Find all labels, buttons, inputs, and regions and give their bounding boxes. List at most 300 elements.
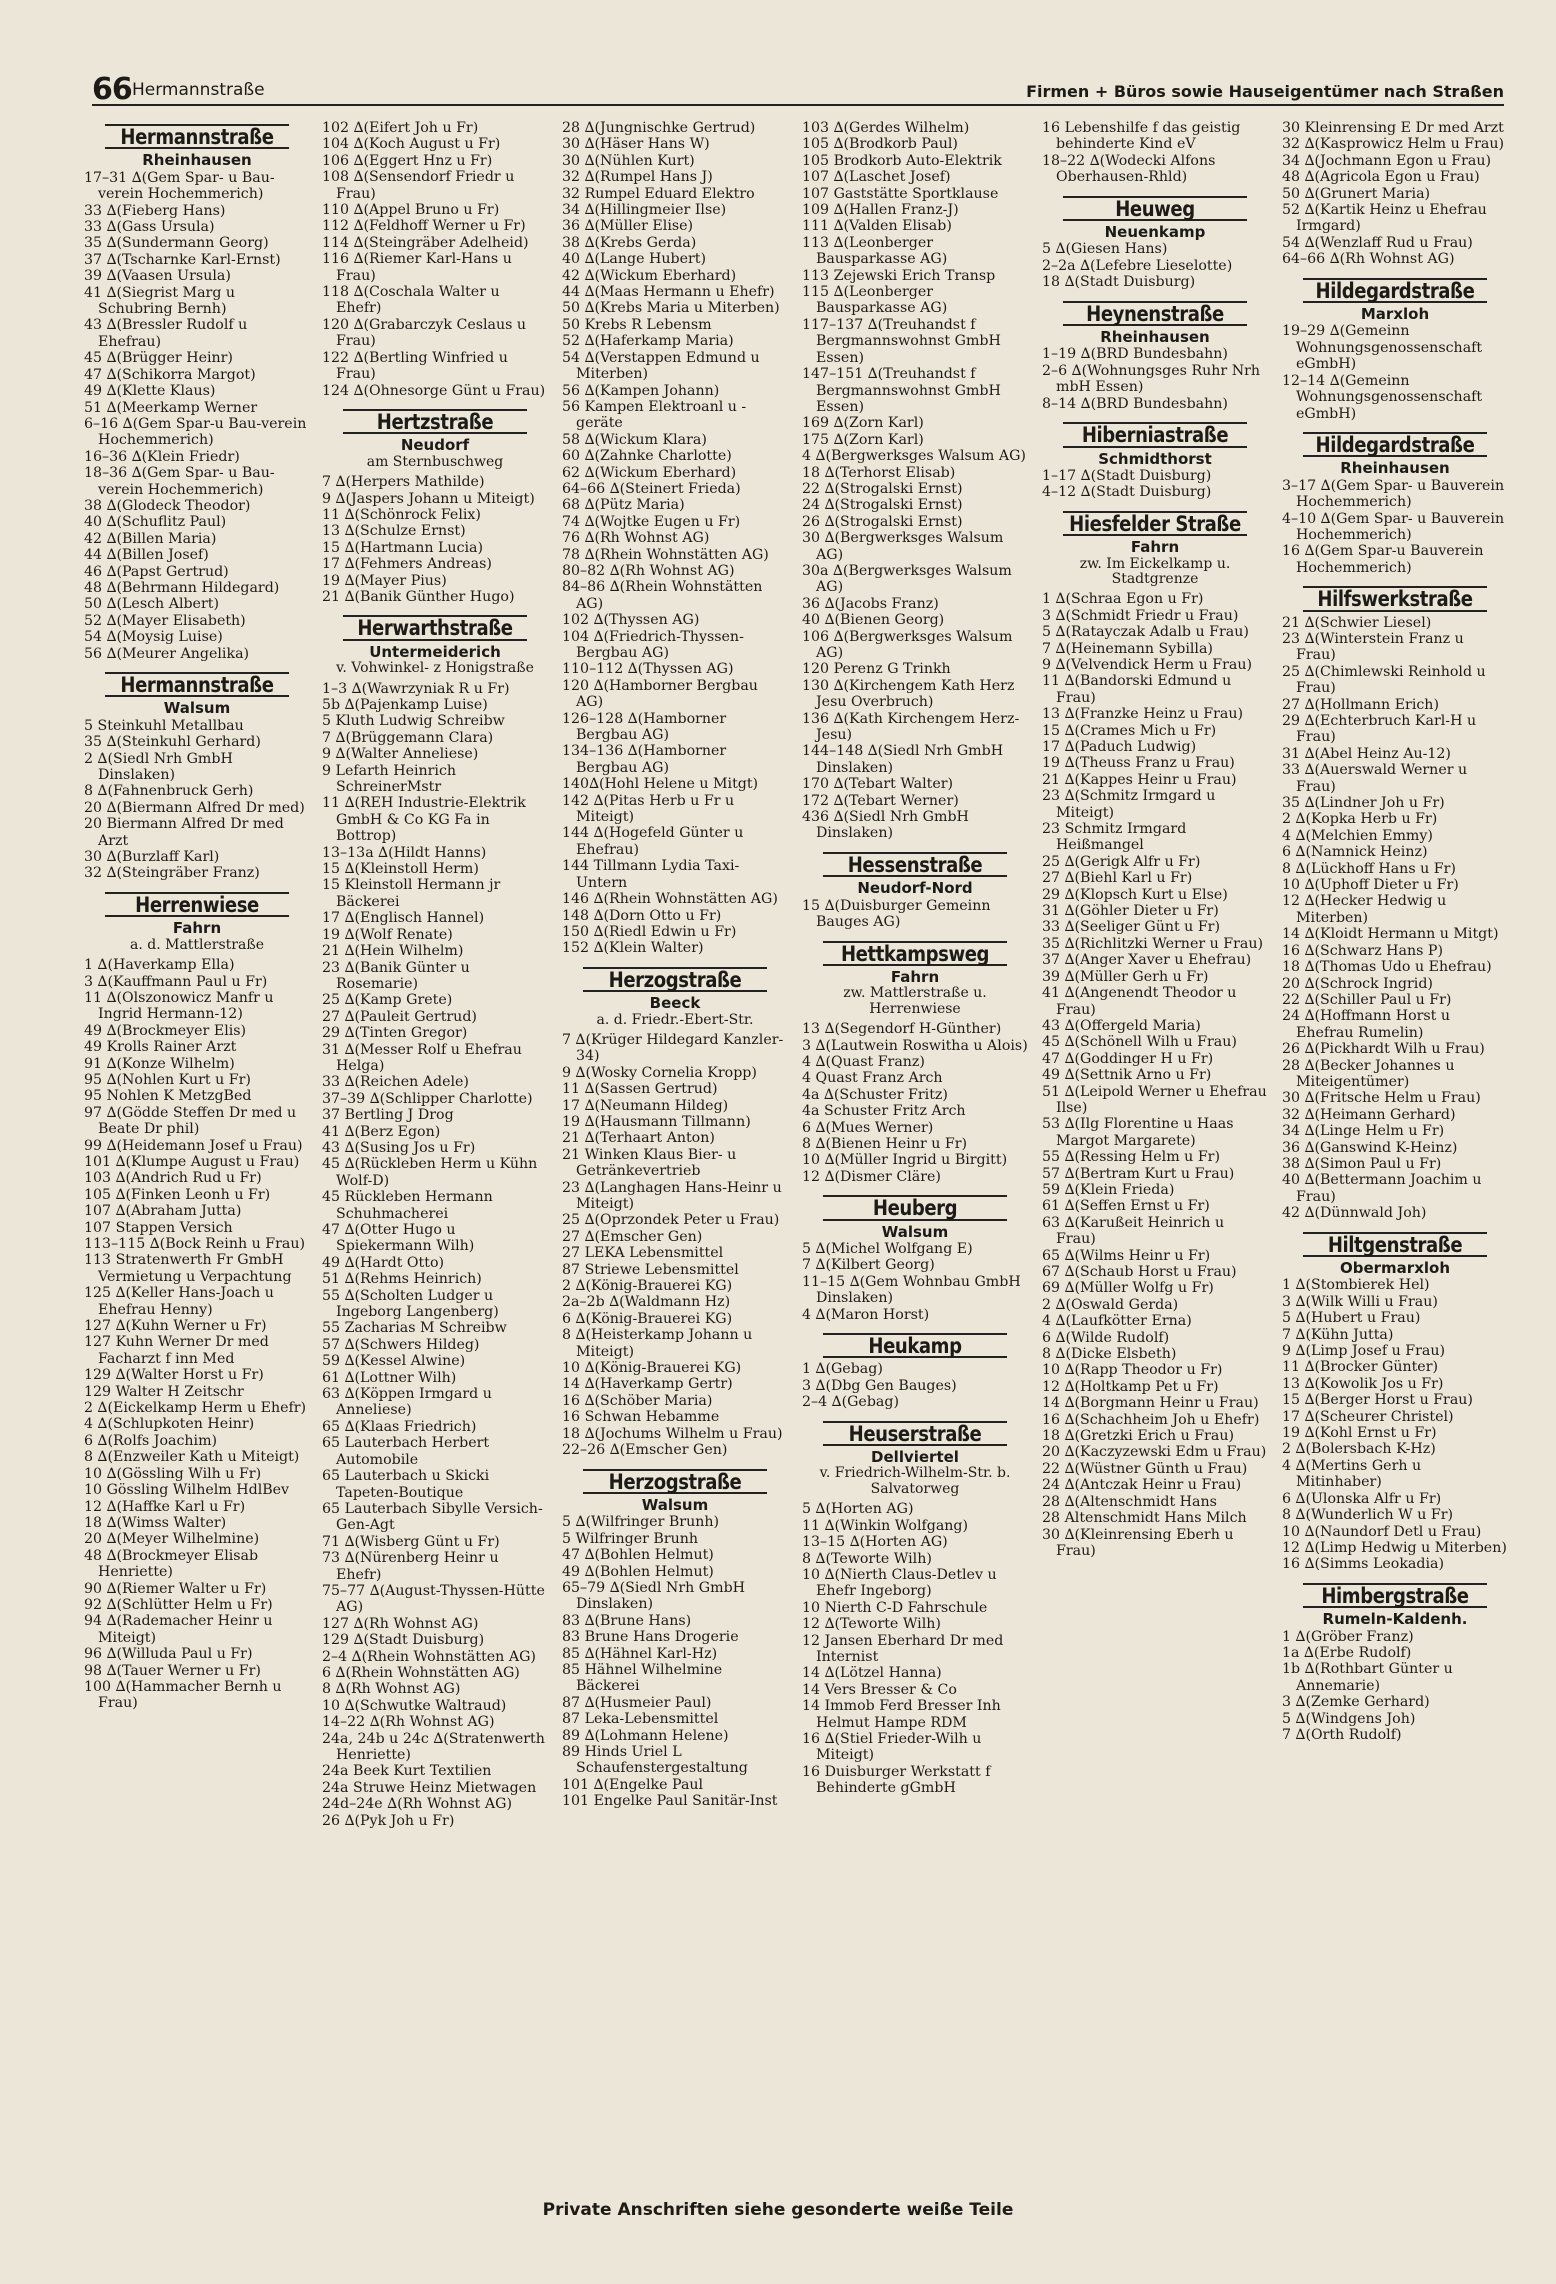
district-name: Untermeiderich — [369, 642, 501, 661]
address-entry: 3 ∆(Wilk Willi u Frau) — [1282, 1293, 1438, 1310]
address-entry: 22–26 ∆(Emscher Gen) — [562, 1442, 728, 1459]
directory-column — [322, 120, 548, 1839]
district-name: Marxloh — [1360, 305, 1430, 324]
street-range: a. d. Mattlerstraße — [130, 936, 264, 953]
address-entry: 59 ∆(Kessel Alwine) — [322, 1353, 466, 1370]
address-entry: 57 ∆(Schwers Hildeg) — [322, 1336, 480, 1353]
address-entry: 19 ∆(Wolf Renate) — [322, 926, 453, 943]
address-entry: 65–79 ∆(Siedl Nrh GmbH Dinslaken) — [562, 1579, 746, 1613]
address-entry: 10 Gössling Wilhelm HdlBev — [84, 1482, 290, 1499]
address-entry: 56 ∆(Kampen Johann) — [562, 382, 720, 399]
address-entry: 95 ∆(Nohlen Kurt u Fr) — [84, 1071, 251, 1088]
address-entry: 101 Engelke Paul Sanitär-Inst — [562, 1793, 778, 1810]
address-entry: 24d–24e ∆(Rh Wohnst AG) — [322, 1796, 512, 1813]
address-entry: 83 Brune Hans Drogerie — [562, 1629, 739, 1646]
address-entry: 95 Nohlen K MetzgBed — [84, 1088, 252, 1105]
address-entry: 3 ∆(Schmidt Friedr u Frau) — [1042, 607, 1239, 624]
address-entry: 102 ∆(Thyssen AG) — [562, 612, 700, 629]
street-title: Heuberg — [823, 1195, 1007, 1220]
street-section — [1282, 120, 1508, 268]
address-entry: 31 ∆(Göhler Dieter u Fr) — [1042, 903, 1219, 920]
address-entry: 22 ∆(Strogalski Ernst) — [802, 480, 963, 497]
address-entry: 10 ∆(Nierth Claus-Detlev u Ehefr Ingeborg) — [802, 1566, 997, 1600]
address-entry: 118 ∆(Coschala Walter u Ehefr) — [322, 284, 500, 317]
address-entry: 32 ∆(Kasprowicz Helm u Frau) — [1282, 136, 1505, 153]
address-entry: 71 ∆(Wisberg Günt u Fr) — [322, 1533, 500, 1550]
address-entry: 55 ∆(Ressing Helm u Fr) — [1042, 1149, 1220, 1166]
address-entry: 26 ∆(Strogalski Ernst) — [802, 513, 963, 530]
address-entry: 30 Kleinrensing E Dr med Arzt — [1282, 120, 1504, 136]
address-entry: 120 Perenz G Trinkh — [802, 661, 951, 678]
street-section — [1282, 278, 1508, 422]
address-entry: 19–29 ∆(Gemeinn Wohnungsgenossenschaft eGmbH) — [1282, 323, 1483, 373]
address-entry: 16 ∆(Stiel Frieder-Wilh u Miteigt) — [802, 1730, 982, 1764]
address-entry: 104 ∆(Koch August u Fr) — [322, 136, 501, 153]
address-entry: 150 ∆(Riedl Edwin u Fr) — [562, 923, 737, 940]
address-entry: 55 Zacharias M Schreibw — [322, 1320, 507, 1337]
address-entry: 106 ∆(Bergwerksges Walsum AG) — [802, 628, 1013, 661]
address-entry: 24a Beek Kurt Textilien — [322, 1763, 492, 1780]
address-entry: 4 ∆(Laufkötter Erna) — [1042, 1313, 1192, 1330]
address-entry: 13 ∆(Kowolik Jos u Fr) — [1282, 1375, 1444, 1392]
address-entry: 16 ∆(Schwarz Hans P) — [1282, 942, 1444, 959]
directory-column — [84, 120, 310, 1722]
address-entry: 5b ∆(Pajenkamp Luise) — [322, 697, 488, 713]
address-entry: 144 ∆(Hogefeld Günter u Ehefrau) — [562, 825, 744, 858]
address-entry: 61 ∆(Lottner Wilh) — [322, 1369, 457, 1386]
address-entry: 30a ∆(Bergwerksges Walsum AG) — [802, 562, 1012, 596]
address-entry: 111 ∆(Valden Elisab) — [802, 218, 952, 235]
address-entry: 112 ∆(Feldhoff Werner u Fr) — [322, 218, 526, 235]
address-entry: 30 ∆(Kleinrensing Eberh u Frau) — [1042, 1526, 1234, 1559]
address-entry: 15 ∆(Duisburger Gemeinn Bauges AG) — [802, 897, 991, 931]
address-entry: 11 ∆(Schönrock Felix) — [322, 506, 481, 523]
address-entry: 17 ∆(Englisch Hannel) — [322, 910, 485, 927]
address-entry: 4a ∆(Schuster Fritz) — [802, 1086, 948, 1103]
address-entry: 76 ∆(Rh Wohnst AG) — [562, 530, 710, 547]
address-entry: 101 ∆(Engelke Paul — [562, 1776, 704, 1793]
street-title: Hildegardstraße — [1303, 432, 1487, 457]
address-entry: 65 ∆(Wilms Heinr u Fr) — [1042, 1247, 1211, 1264]
address-entry: 2 ∆(Bolersbach K-Hz) — [1282, 1441, 1436, 1458]
address-entry: 30 ∆(Häser Hans W) — [562, 136, 710, 153]
address-entry: 125 ∆(Keller Hans-Joach u Ehefrau Henny) — [84, 1285, 274, 1318]
address-entry: 84–86 ∆(Rhein Wohnstätten AG) — [562, 579, 763, 612]
address-entry: 12 ∆(Hecker Hedwig u Miterben) — [1282, 893, 1447, 926]
address-entry: 30 ∆(Burzlaff Karl) — [84, 849, 220, 866]
address-entry: 25 ∆(Oprzondek Peter u Frau) — [562, 1212, 780, 1229]
address-entry: 14 ∆(Borgmann Heinr u Frau) — [1042, 1395, 1259, 1412]
address-entry: 49 ∆(Hardt Otto) — [322, 1254, 445, 1271]
address-entry: 31 ∆(Abel Heinz Au-12) — [1282, 745, 1451, 762]
address-entry: 436 ∆(Siedl Nrh GmbH Dinslaken) — [802, 809, 969, 842]
street-section — [562, 1469, 788, 1810]
address-entry: 48 ∆(Behrmann Hildegard) — [84, 579, 280, 596]
address-entry: 106 ∆(Eggert Hnz u Fr) — [322, 152, 493, 169]
address-entry: 11 ∆(Olszonowicz Manfr u Ingrid Hermann-12) — [84, 989, 274, 1023]
street-title: Hettkampsweg — [823, 941, 1007, 966]
address-entry: 41 ∆(Angenendt Theodor u Frau) — [1042, 985, 1237, 1018]
address-entry: 13–13a ∆(Hildt Hanns) — [322, 844, 487, 861]
address-entry: 10 ∆(Uphoff Dieter u Fr) — [1282, 877, 1459, 894]
header-category: Firmen + Büros sowie Hauseigentümer nach Straßen — [1026, 82, 1504, 101]
address-entry: 8 ∆(Lückhoff Hans u Fr) — [1282, 860, 1456, 877]
address-entry: 18 ∆(Stadt Duisburg) — [1042, 274, 1196, 291]
address-entry: 49 ∆(Bohlen Helmut) — [562, 1563, 714, 1580]
street-title: Heukamp — [823, 1333, 1007, 1358]
address-entry: 16 ∆(Simms Leokadia) — [1282, 1556, 1444, 1573]
address-entry: 35 ∆(Sundermann Georg) — [84, 235, 269, 252]
address-entry: 11 ∆(Sassen Gertrud) — [562, 1081, 718, 1098]
address-entry: 99 ∆(Heidemann Josef u Frau) — [84, 1137, 303, 1154]
address-entry: 172 ∆(Tebart Werner) — [802, 792, 959, 809]
address-entry: 35 ∆(Richlitzki Werner u Frau) — [1042, 935, 1264, 952]
address-entry: 27 ∆(Pauleit Gertrud) — [322, 1008, 477, 1025]
address-entry: 37 ∆(Tscharnke Karl-Ernst) — [84, 251, 281, 268]
address-entry: 98 ∆(Tauer Werner u Fr) — [84, 1662, 261, 1679]
address-entry: 29 ∆(Echterbruch Karl-H u Frau) — [1282, 713, 1477, 746]
address-entry: 11 ∆(Winkin Wolfgang) — [802, 1517, 969, 1534]
address-entry: 10 ∆(Naundorf Detl u Frau) — [1282, 1523, 1482, 1540]
street-section — [802, 1421, 1028, 1797]
street-title: Herwarthstraße — [343, 615, 527, 640]
address-entry: 20 ∆(Kaczyzewski Edm u Frau) — [1042, 1444, 1267, 1461]
address-entry: 62 ∆(Wickum Eberhard) — [562, 464, 737, 481]
address-entry: 8 ∆(Rh Wohnst AG) — [322, 1681, 461, 1698]
address-entry: 19 ∆(Hausmann Tillmann) — [562, 1113, 751, 1130]
address-entry: 10 ∆(Müller Ingrid u Birgitt) — [802, 1152, 1008, 1169]
address-entry: 52 ∆(Haferkamp Maria) — [562, 333, 734, 350]
address-entry: 55 ∆(Scholten Ludger u Ingeborg Langenberg) — [322, 1287, 499, 1321]
address-entry: 101 ∆(Klumpe August u Frau) — [84, 1153, 300, 1170]
address-entry: 24a Struwe Heinz Mietwagen — [322, 1779, 537, 1796]
address-entry: 3 ∆(Zemke Gerhard) — [1282, 1694, 1430, 1711]
address-entry: 17 ∆(Scheurer Christel) — [1282, 1408, 1454, 1425]
address-entry: 38 ∆(Simon Paul u Fr) — [1282, 1155, 1442, 1172]
address-entry: 4 ∆(Maron Horst) — [802, 1306, 930, 1323]
address-entry: 41 ∆(Berz Egon) — [322, 1123, 441, 1140]
street-range: zw. Im Eickelkamp u. Stadtgrenze — [1079, 555, 1231, 587]
address-entry: 37 Bertling J Drog — [322, 1107, 454, 1124]
address-entry: 148 ∆(Dorn Otto u Fr) — [562, 907, 722, 924]
address-entry: 74 ∆(Wojtke Eugen u Fr) — [562, 513, 741, 530]
address-entry: 38 ∆(Glodeck Theodor) — [84, 497, 251, 514]
street-title: Hilfswerkstraße — [1303, 586, 1487, 611]
address-entry: 12 ∆(Teworte Wilh) — [802, 1616, 941, 1633]
address-entry: 105 ∆(Brodkorb Paul) — [802, 136, 958, 153]
address-entry: 15 ∆(Berger Horst u Frau) — [1282, 1392, 1473, 1409]
district-name: Neuenkamp — [1104, 223, 1206, 242]
address-entry: 49 ∆(Klette Klaus) — [84, 383, 216, 400]
address-entry: 43 ∆(Susing Jos u Fr) — [322, 1139, 476, 1156]
address-entry: 6 ∆(Namnick Heinz) — [1282, 844, 1428, 861]
address-entry: 45 ∆(Brügger Heinr) — [84, 350, 233, 367]
address-entry: 64–66 ∆(Rh Wohnst AG) — [1282, 251, 1455, 268]
district-name: Fahrn — [172, 919, 222, 938]
street-title: Heynenstraße — [1063, 301, 1247, 326]
address-entry: 127 ∆(Kuhn Werner u Fr) — [84, 1318, 267, 1335]
address-entry: 12 Jansen Eberhard Dr med Internist — [802, 1632, 1004, 1665]
address-entry: 14 ∆(Lötzel Hanna) — [802, 1665, 942, 1682]
address-entry: 116 ∆(Riemer Karl-Hans u Frau) — [322, 251, 512, 284]
directory-column — [802, 120, 1028, 1807]
address-entry: 47 ∆(Bohlen Helmut) — [562, 1547, 714, 1564]
street-section — [322, 615, 548, 1829]
address-entry: 54 ∆(Verstappen Edmund u Miterben) — [562, 349, 760, 383]
address-entry: 97 ∆(Gödde Steffen Dr med u Beate Dr phil) — [84, 1104, 297, 1138]
address-entry: 2 ∆(Siedl Nrh GmbH Dinslaken) — [84, 750, 233, 784]
address-entry: 129 Walter H Zeitschr — [84, 1383, 244, 1400]
street-section — [802, 1195, 1028, 1323]
address-entry: 21 ∆(Hein Wilhelm) — [322, 943, 464, 960]
address-entry: 4 ∆(Quast Franz) — [802, 1053, 925, 1070]
address-entry: 36 ∆(Ganswind K-Heinz) — [1282, 1139, 1458, 1156]
address-entry: 28 ∆(Jungnischke Gertrud) — [562, 120, 756, 136]
district-name: Rheinhausen — [1340, 459, 1450, 478]
address-entry: 3 ∆(Kauffmann Paul u Fr) — [84, 973, 268, 990]
address-entry: 11 ∆(REH Industrie-Elektrik GmbH & Co KG Fa in Bottrop) — [322, 795, 526, 845]
address-entry: 13–15 ∆(Horten AG) — [802, 1534, 948, 1551]
street-section — [1042, 196, 1268, 291]
address-entry: 17–31 ∆(Gem Spar- u Bau-verein Hochemmerich) — [84, 169, 275, 203]
street-title: Himbergstraße — [1303, 1583, 1487, 1608]
address-entry: 18 ∆(Gretzki Erich u Frau) — [1042, 1428, 1235, 1445]
address-entry: 129 ∆(Walter Horst u Fr) — [84, 1367, 264, 1384]
address-entry: 2 ∆(Kopka Herb u Fr) — [1282, 811, 1438, 828]
address-entry: 1b ∆(Rothbart Günter u Annemarie) — [1282, 1661, 1453, 1694]
address-entry: 17 ∆(Neumann Hildeg) — [562, 1097, 729, 1114]
street-title: Hiberniastraße — [1063, 422, 1247, 447]
address-entry: 32 ∆(Heimann Gerhard) — [1282, 1106, 1456, 1123]
street-title: Herzogstraße — [583, 967, 767, 992]
address-entry: 45 ∆(Schönell Wilh u Frau) — [1042, 1034, 1237, 1051]
address-entry: 6–16 ∆(Gem Spar-u Bau-verein Hochemmerich) — [84, 415, 307, 449]
address-entry: 65 ∆(Klaas Friedrich) — [322, 1418, 477, 1435]
address-entry: 87 Striewe Lebensmittel — [562, 1261, 739, 1278]
address-entry: 4a Schuster Fritz Arch — [802, 1103, 966, 1120]
address-entry: 110–112 ∆(Thyssen AG) — [562, 661, 734, 678]
street-section — [322, 409, 548, 605]
address-entry: 14 ∆(Kloidt Hermann u Mitgt) — [1282, 926, 1499, 943]
address-entry: 16 Lebenshilfe f das geistig behinderte Kind eV — [1042, 120, 1241, 153]
address-entry: 34 ∆(Linge Helm u Fr) — [1282, 1123, 1445, 1140]
district-name: Rheinhausen — [1100, 328, 1210, 347]
address-entry: 29 ∆(Tinten Gregor) — [322, 1025, 468, 1042]
address-entry: 47 ∆(Goddinger H u Fr) — [1042, 1050, 1214, 1067]
address-entry: 17 ∆(Paduch Ludwig) — [1042, 739, 1197, 755]
address-entry: 5 ∆(Ratayczak Adalb u Frau) — [1042, 624, 1249, 641]
address-entry: 22 ∆(Schiller Paul u Fr) — [1282, 991, 1452, 1008]
address-entry: 50 ∆(Krebs Maria u Miterben) — [562, 300, 780, 317]
address-entry: 52 ∆(Mayer Elisabeth) — [84, 612, 246, 629]
district-name: Fahrn — [1130, 538, 1180, 557]
address-entry: 103 ∆(Andrich Rud u Fr) — [84, 1170, 262, 1187]
address-entry: 7 ∆(Kilbert Georg) — [802, 1257, 935, 1274]
address-entry: 90 ∆(Riemer Walter u Fr) — [84, 1580, 267, 1597]
street-title: Heuserstraße — [823, 1421, 1007, 1446]
address-entry: 46 ∆(Papst Gertrud) — [84, 563, 229, 580]
address-entry: 113–115 ∆(Bock Reinh u Frau) — [84, 1236, 306, 1252]
address-entry: 7 ∆(Herpers Mathilde) — [322, 474, 485, 491]
address-entry: 107 ∆(Abraham Jutta) — [84, 1203, 242, 1220]
address-entry: 4 Quast Franz Arch — [802, 1070, 943, 1087]
address-entry: 67 ∆(Schaub Horst u Frau) — [1042, 1264, 1237, 1280]
address-entry: 5 ∆(Horten AG) — [802, 1501, 914, 1518]
address-entry: 85 ∆(Hähnel Karl-Hz) — [562, 1645, 718, 1662]
address-entry: 7 ∆(Orth Rudolf) — [1282, 1726, 1402, 1743]
address-entry: 10 ∆(Rapp Theodor u Fr) — [1042, 1362, 1223, 1379]
address-entry: 35 ∆(Lindner Joh u Fr) — [1282, 795, 1445, 812]
street-range: am Sternbuschweg — [366, 453, 504, 470]
address-entry: 10 ∆(Schwutke Waltraud) — [322, 1697, 507, 1714]
district-name: Walsum — [641, 1495, 709, 1514]
address-entry: 33 ∆(Auerswald Werner u Frau) — [1282, 762, 1468, 795]
address-entry: 129 ∆(Stadt Duisburg) — [322, 1632, 485, 1649]
address-entry: 80–82 ∆(Rh Wohnst AG) — [562, 562, 735, 579]
address-entry: 147–151 ∆(Treuhandst f Bergmannswohnst GmbH Essen) — [802, 366, 1001, 415]
address-entry: 3–17 ∆(Gem Spar- u Bauverein Hochemmerich) — [1282, 477, 1505, 511]
address-entry: 33 ∆(Fieberg Hans) — [84, 202, 226, 219]
address-entry: 8 ∆(Enzweiler Kath u Miteigt) — [84, 1449, 300, 1466]
address-entry: 51 ∆(Leipold Werner u Ehefrau Ilse) — [1042, 1083, 1267, 1116]
address-entry: 13 ∆(Franzke Heinz u Frau) — [1042, 706, 1244, 723]
address-entry: 20 ∆(Meyer Wilhelmine) — [84, 1531, 260, 1548]
address-entry: 1 ∆(Stombierek Hel) — [1282, 1277, 1430, 1294]
address-entry: 113 Zejewski Erich Transp — [802, 267, 996, 284]
address-entry: 28 ∆(Altenschmidt Hans — [1042, 1493, 1217, 1510]
address-entry: 40 ∆(Bettermann Joachim u Frau) — [1282, 1172, 1482, 1205]
address-entry: 44 ∆(Billen Josef) — [84, 547, 209, 564]
district-name: Neudorf-Nord — [857, 879, 973, 898]
address-entry: 59 ∆(Klein Frieda) — [1042, 1181, 1175, 1198]
street-section — [802, 1333, 1028, 1411]
address-entry: 57 ∆(Bertram Kurt u Frau) — [1042, 1165, 1235, 1182]
street-section — [802, 120, 1028, 842]
address-entry: 45 Rückleben Hermann Schuhmacherei — [322, 1189, 493, 1222]
street-section — [802, 852, 1028, 931]
address-entry: 25 ∆(Chimlewski Reinhold u Frau) — [1282, 663, 1486, 697]
street-section — [1042, 422, 1268, 501]
street-title: Heuweg — [1063, 196, 1247, 221]
address-entry: 28 Altenschmidt Hans Milch — [1042, 1510, 1247, 1527]
address-entry: 65 Lauterbach u Skicki Tapeten-Boutique — [322, 1468, 490, 1501]
address-entry: 104 ∆(Friedrich-Thyssen-Bergbau AG) — [562, 628, 744, 661]
address-entry: 40 ∆(Schuflitz Paul) — [84, 514, 227, 531]
address-entry: 14 ∆(Haverkamp Gertr) — [562, 1376, 733, 1393]
address-entry: 110 ∆(Appel Bruno u Fr) — [322, 202, 500, 219]
address-entry: 68 ∆(Pütz Maria) — [562, 497, 685, 514]
address-entry: 42 ∆(Billen Maria) — [84, 530, 217, 547]
address-entry: 8 ∆(Dicke Elsbeth) — [1042, 1346, 1177, 1363]
address-entry: 2a–2b ∆(Waldmann Hz) — [562, 1294, 731, 1311]
address-entry: 58 ∆(Wickum Klara) — [562, 431, 707, 448]
address-entry: 15 Kleinstoll Hermann jr Bäckerei — [322, 877, 501, 910]
address-entry: 20 ∆(Schrock Ingrid) — [1282, 975, 1433, 992]
street-range: v. Vohwinkel- z Honigstraße — [336, 660, 534, 677]
address-entry: 5 Wilfringer Brunh — [562, 1530, 699, 1547]
address-entry: 34 ∆(Jochmann Egon u Frau) — [1282, 152, 1492, 169]
address-entry: 12 ∆(Holtkamp Pet u Fr) — [1042, 1378, 1219, 1395]
street-range: v. Friedrich-Wilhelm-Str. b. Salvatorweg — [819, 1465, 1011, 1497]
address-entry: 54 ∆(Wenzlaff Rud u Frau) — [1282, 234, 1473, 251]
address-entry: 42 ∆(Wickum Eberhard) — [562, 267, 737, 284]
address-entry: 9 ∆(Velvendick Herm u Frau) — [1042, 656, 1252, 673]
address-entry: 8 ∆(Fahnenbruck Gerh) — [84, 783, 254, 800]
address-entry: 65 Lauterbach Herbert Automobile — [322, 1435, 490, 1468]
address-entry: 2–4 ∆(Gebag) — [802, 1394, 899, 1411]
address-entry: 61 ∆(Seffen Ernst u Fr) — [1042, 1198, 1210, 1215]
address-entry: 7 ∆(Brüggemann Clara) — [322, 729, 494, 746]
address-entry: 44 ∆(Maas Hermann u Ehefr) — [562, 284, 775, 301]
address-entry: 30 ∆(Fritsche Helm u Frau) — [1282, 1090, 1481, 1107]
address-entry: 109 ∆(Hallen Franz-J) — [802, 202, 959, 219]
address-entry: 96 ∆(Willuda Paul u Fr) — [84, 1646, 253, 1663]
address-entry: 4–10 ∆(Gem Spar- u Bauverein Hochemmerich) — [1282, 510, 1505, 543]
street-section — [1282, 1583, 1508, 1744]
address-entry: 13 ∆(Schulze Ernst) — [322, 523, 466, 540]
district-name: Obermarxloh — [1339, 1259, 1450, 1277]
address-entry: 18 ∆(Terhorst Elisab) — [802, 464, 956, 481]
address-entry: 15 ∆(Crames Mich u Fr) — [1042, 722, 1217, 739]
address-entry: 3 ∆(Dbg Gen Bauges) — [802, 1377, 957, 1394]
address-entry: 105 Brodkorb Auto-Elektrik — [802, 152, 1002, 169]
directory-column — [562, 120, 788, 1820]
district-name: Walsum — [163, 699, 231, 718]
address-entry: 45 ∆(Rückleben Herm u Kühn Wolf-D) — [322, 1156, 538, 1189]
address-entry: 25 ∆(Kamp Grete) — [322, 992, 453, 1009]
street-title: Hertzstraße — [343, 409, 527, 434]
address-entry: 21 ∆(Terhaart Anton) — [562, 1130, 715, 1147]
address-entry: 56 ∆(Meurer Angelika) — [84, 645, 250, 662]
address-entry: 120 ∆(Grabarczyk Ceslaus u Frau) — [322, 316, 527, 350]
address-entry: 10 ∆(Gössling Wilh u Fr) — [84, 1465, 262, 1482]
address-entry: 4–12 ∆(Stadt Duisburg) — [1042, 484, 1212, 501]
address-entry: 24 ∆(Hoffmann Horst u Ehefrau Rumelin) — [1282, 1008, 1451, 1041]
address-entry: 20 Biermann Alfred Dr med Arzt — [84, 816, 284, 849]
address-entry: 32 ∆(Steingräber Franz) — [84, 865, 260, 882]
address-entry: 2 ∆(Oswald Gerda) — [1042, 1296, 1179, 1313]
address-entry: 9 ∆(Wosky Cornelia Kropp) — [562, 1064, 757, 1081]
address-entry: 127 ∆(Rh Wohnst AG) — [322, 1615, 479, 1632]
address-entry: 39 ∆(Vaasen Ursula) — [84, 268, 231, 285]
address-entry: 8 ∆(Wunderlich W u Fr) — [1282, 1507, 1454, 1524]
address-entry: 31 ∆(Messer Rolf u Ehefrau Helga) — [322, 1041, 522, 1074]
street-title: Hiltgenstraße — [1303, 1232, 1487, 1257]
address-entry: 21 ∆(Banik Günther Hugo) — [322, 588, 515, 605]
address-entry: 28 ∆(Becker Johannes u Miteigentümer) — [1282, 1057, 1455, 1090]
address-entry: 65 Lauterbach Sibylle Versich-Gen-Agt — [322, 1500, 543, 1534]
address-entry: 7 ∆(Heinemann Sybilla) — [1042, 640, 1213, 657]
address-entry: 6 ∆(Ulonska Alfr u Fr) — [1282, 1490, 1442, 1507]
address-entry: 18–22 ∆(Wodecki Alfons Oberhausen-Rhld) — [1042, 152, 1216, 186]
address-entry: 16 Duisburger Werkstatt f Behinderte gGmbH — [802, 1763, 991, 1797]
address-entry: 47 ∆(Otter Hugo u Spiekermann Wilh) — [322, 1222, 475, 1255]
address-entry: 83 ∆(Brune Hans) — [562, 1612, 692, 1629]
address-entry: 5 ∆(Michel Wolfgang E) — [802, 1241, 973, 1257]
address-entry: 89 Hinds Uriel L Schaufenstergestaltung — [562, 1744, 748, 1777]
address-entry: 43 ∆(Offergeld Maria) — [1042, 1017, 1201, 1034]
address-entry: 4 ∆(Mertins Gerh u Mitinhaber) — [1282, 1457, 1422, 1491]
address-entry: 140∆(Hohl Helene u Mitgt) — [562, 776, 759, 793]
address-entry: 114 ∆(Steingräber Adelheid) — [322, 234, 529, 251]
address-entry: 51 ∆(Meerkamp Werner — [84, 399, 258, 416]
address-entry: 19 ∆(Mayer Pius) — [322, 572, 447, 589]
address-entry: 107 Stappen Versich — [84, 1219, 233, 1236]
address-entry: 12 ∆(Limp Hedwig u Miterben) — [1282, 1539, 1507, 1556]
directory-column — [1282, 120, 1508, 1753]
address-entry: 107 ∆(Laschet Josef) — [802, 169, 951, 186]
address-entry: 23 Schmitz Irmgard Heißmangel — [1042, 821, 1187, 854]
